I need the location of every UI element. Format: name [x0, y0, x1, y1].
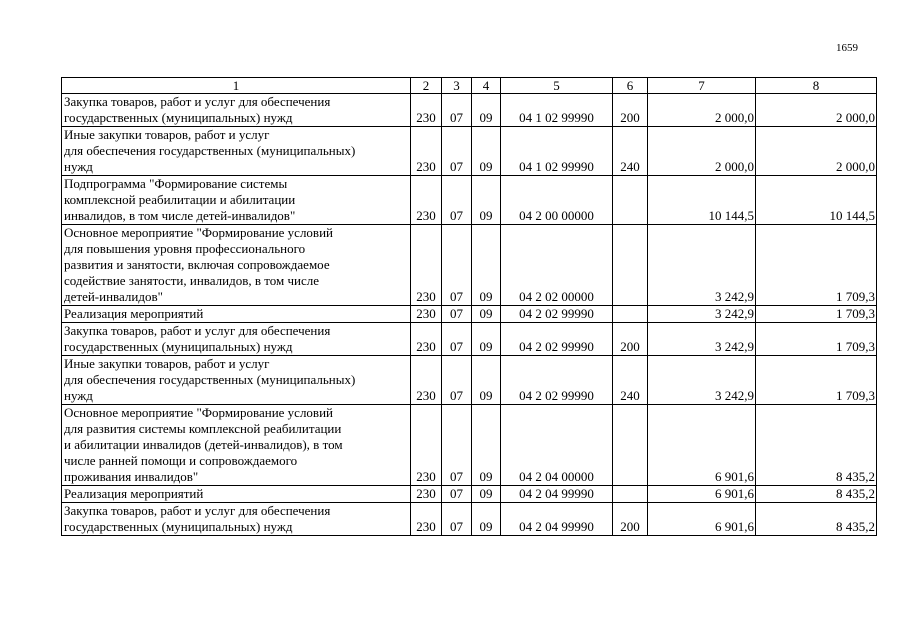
table-row [62, 405, 877, 486]
header-cell-8: 8 [756, 78, 877, 94]
row-amount-1-cell: 3 242,9 [648, 356, 756, 405]
row-name-cell [62, 486, 411, 503]
row-subsection-cell: 09 [472, 503, 501, 536]
row-expense-type-cell: 200 [613, 94, 648, 127]
row-target-article-cell: 04 1 02 99990 [501, 94, 613, 127]
row-grbs-cell: 230 [411, 323, 442, 356]
row-name-cell [62, 127, 411, 176]
row-name-text: Закупка товаров, работ и услуг для обеспечения государственных (муниципальных) нужд [64, 94, 331, 125]
row-grbs-cell: 230 [411, 94, 442, 127]
row-amount-1-cell: 3 242,9 [648, 323, 756, 356]
row-amount-2-cell: 8 435,2 [756, 405, 877, 486]
row-amount-1-cell: 6 901,6 [648, 503, 756, 536]
row-grbs-cell: 230 [411, 405, 442, 486]
row-section-cell: 07 [442, 176, 472, 225]
row-target-article-cell: 04 2 02 99990 [501, 356, 613, 405]
header-cell-4: 4 [472, 78, 501, 94]
row-expense-type-cell [613, 486, 648, 503]
row-amount-2-cell: 1 709,3 [756, 225, 877, 306]
row-grbs-cell: 230 [411, 176, 442, 225]
row-expense-type-cell [613, 306, 648, 323]
row-amount-1-cell: 3 242,9 [648, 225, 756, 306]
header-cell-6: 6 [613, 78, 648, 94]
row-subsection-cell: 09 [472, 486, 501, 503]
table-row [62, 306, 877, 323]
header-cell-7: 7 [648, 78, 756, 94]
row-target-article-cell: 04 2 02 00000 [501, 225, 613, 306]
row-name-cell [62, 356, 411, 405]
row-expense-type-cell [613, 225, 648, 306]
row-grbs-cell: 230 [411, 356, 442, 405]
row-expense-type-cell: 200 [613, 503, 648, 536]
row-target-article-cell: 04 2 04 99990 [501, 503, 613, 536]
row-amount-2-cell: 1 709,3 [756, 323, 877, 356]
row-amount-2-cell: 10 144,5 [756, 176, 877, 225]
row-amount-1-cell: 3 242,9 [648, 306, 756, 323]
row-expense-type-cell [613, 176, 648, 225]
row-section-cell: 07 [442, 225, 472, 306]
row-amount-1-cell: 10 144,5 [648, 176, 756, 225]
row-name-cell [62, 503, 411, 536]
row-grbs-cell: 230 [411, 225, 442, 306]
table-row [62, 225, 877, 306]
row-amount-2-cell: 1 709,3 [756, 306, 877, 323]
row-name-text: Основное мероприятие "Формирование условий для повышения уровня профессионального развития и занятости, включая сопровождаемое содействие занятости, инвалидов, в том числе детей-инвалидов" [64, 225, 333, 304]
row-subsection-cell: 09 [472, 356, 501, 405]
row-name-text: Основное мероприятие "Формирование условий для развития системы комплексной реабилитации и абилитации инвалидов (детей-инвалидов), в том числе ранней помощи и сопровождаемого проживания инвалидов" [64, 405, 343, 484]
row-target-article-cell: 04 2 04 00000 [501, 405, 613, 486]
row-amount-1-cell: 2 000,0 [648, 127, 756, 176]
row-subsection-cell: 09 [472, 176, 501, 225]
row-subsection-cell: 09 [472, 306, 501, 323]
table-row [62, 486, 877, 503]
page-number: 1659 [836, 42, 858, 54]
row-name-text: Закупка товаров, работ и услуг для обеспечения государственных (муниципальных) нужд [64, 503, 331, 534]
row-expense-type-cell: 240 [613, 127, 648, 176]
row-amount-1-cell: 2 000,0 [648, 94, 756, 127]
table-row [62, 127, 877, 176]
row-grbs-cell: 230 [411, 503, 442, 536]
row-name-cell [62, 94, 411, 127]
row-section-cell: 07 [442, 486, 472, 503]
row-amount-1-cell: 6 901,6 [648, 405, 756, 486]
row-name-text: Иные закупки товаров, работ и услуг для обеспечения государственных (муниципальных) нужд [64, 127, 356, 174]
header-cell-1: 1 [62, 78, 411, 94]
row-target-article-cell: 04 2 04 99990 [501, 486, 613, 503]
row-amount-2-cell: 2 000,0 [756, 127, 877, 176]
row-name-text: Реализация мероприятий [64, 486, 204, 501]
row-amount-1-cell: 6 901,6 [648, 486, 756, 503]
table-row [62, 176, 877, 225]
table-row [62, 94, 877, 127]
row-section-cell: 07 [442, 306, 472, 323]
row-amount-2-cell: 2 000,0 [756, 94, 877, 127]
row-section-cell: 07 [442, 94, 472, 127]
header-cell-3: 3 [442, 78, 472, 94]
row-subsection-cell: 09 [472, 94, 501, 127]
row-grbs-cell: 230 [411, 486, 442, 503]
row-name-cell [62, 176, 411, 225]
row-subsection-cell: 09 [472, 225, 501, 306]
row-name-text: Подпрограмма "Формирование системы комплексной реабилитации и абилитации инвалидов, в том числе детей-инвалидов" [64, 176, 296, 223]
row-subsection-cell: 09 [472, 127, 501, 176]
row-name-cell [62, 306, 411, 323]
row-expense-type-cell: 240 [613, 356, 648, 405]
table-header-row [62, 78, 877, 94]
row-section-cell: 07 [442, 405, 472, 486]
row-target-article-cell: 04 2 00 00000 [501, 176, 613, 225]
row-name-text: Закупка товаров, работ и услуг для обеспечения государственных (муниципальных) нужд [64, 323, 331, 354]
row-amount-2-cell: 8 435,2 [756, 503, 877, 536]
row-target-article-cell: 04 1 02 99990 [501, 127, 613, 176]
header-cell-2: 2 [411, 78, 442, 94]
budget-table [61, 77, 877, 536]
row-section-cell: 07 [442, 503, 472, 536]
row-name-cell [62, 323, 411, 356]
header-cell-5: 5 [501, 78, 613, 94]
row-name-cell [62, 225, 411, 306]
row-grbs-cell: 230 [411, 306, 442, 323]
table-row [62, 356, 877, 405]
row-expense-type-cell [613, 405, 648, 486]
row-target-article-cell: 04 2 02 99990 [501, 306, 613, 323]
row-subsection-cell: 09 [472, 323, 501, 356]
row-grbs-cell: 230 [411, 127, 442, 176]
row-section-cell: 07 [442, 323, 472, 356]
row-section-cell: 07 [442, 356, 472, 405]
row-expense-type-cell: 200 [613, 323, 648, 356]
table-row [62, 503, 877, 536]
row-name-text: Реализация мероприятий [64, 306, 204, 321]
row-subsection-cell: 09 [472, 405, 501, 486]
row-amount-2-cell: 8 435,2 [756, 486, 877, 503]
row-name-text: Иные закупки товаров, работ и услуг для обеспечения государственных (муниципальных) нужд [64, 356, 356, 403]
row-amount-2-cell: 1 709,3 [756, 356, 877, 405]
row-target-article-cell: 04 2 02 99990 [501, 323, 613, 356]
row-section-cell: 07 [442, 127, 472, 176]
row-name-cell [62, 405, 411, 486]
table-row [62, 323, 877, 356]
